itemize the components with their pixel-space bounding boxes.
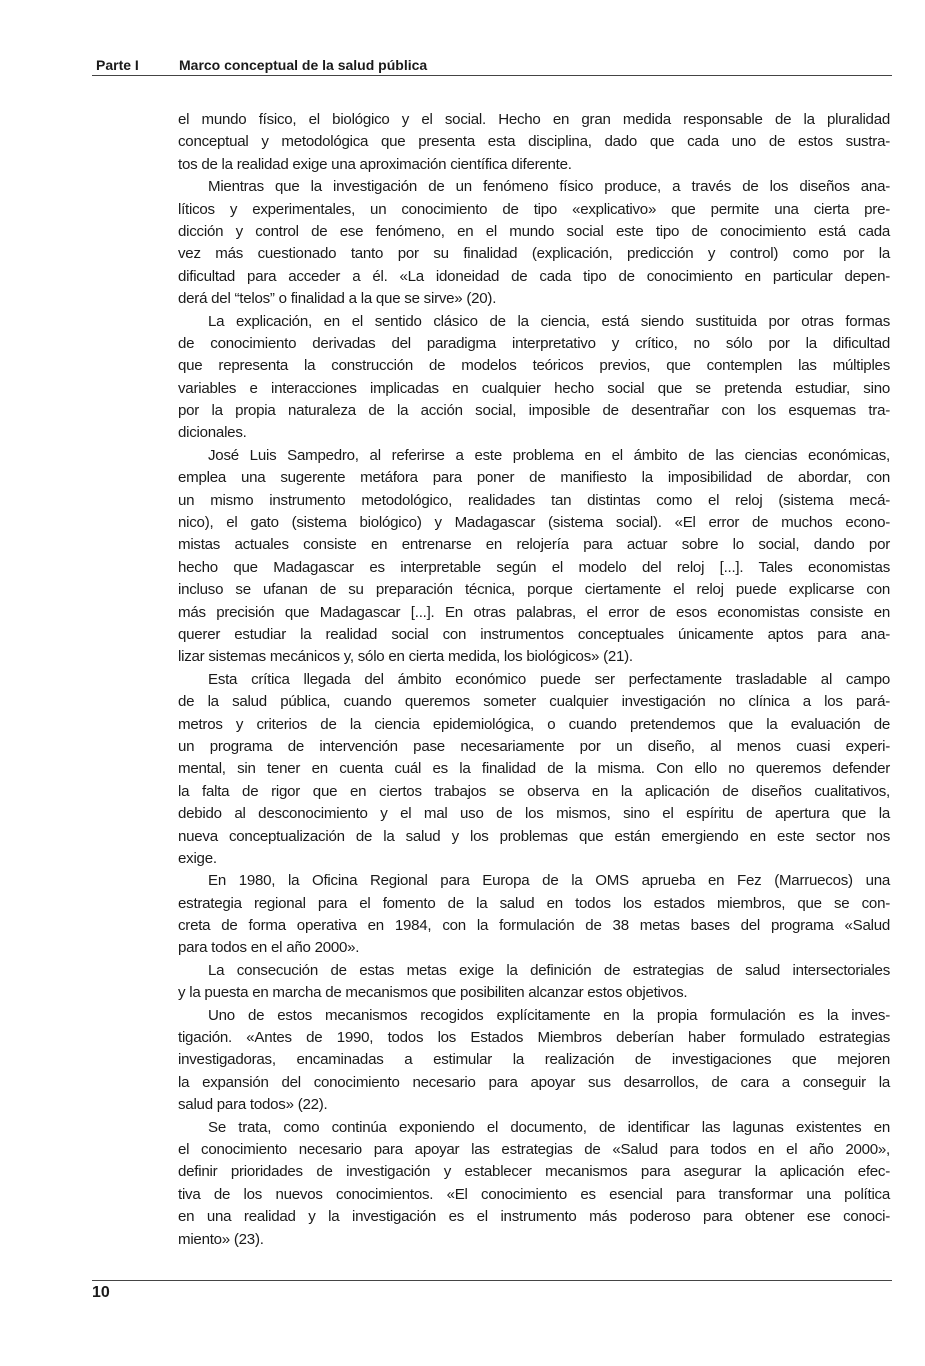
paragraph bbox=[178, 109, 890, 176]
text-line: líticos y experimentales, un conocimiento de tipo «explicativo» que permite una cierta pre- bbox=[178, 200, 890, 218]
chapter-title: Marco conceptual de la salud pública bbox=[179, 57, 428, 73]
running-header bbox=[96, 53, 891, 77]
text-line: salud para todos» (22). bbox=[178, 1096, 328, 1114]
text-line: mistas actuales consiste en entrenarse en relojería para actuar sobre lo social, dando por bbox=[178, 536, 890, 554]
text-line: derá del “telos” o finalidad a la que se sirve» (20). bbox=[178, 290, 497, 308]
text-line: en una realidad y la investigación es el instrumento más poderoso para obtener ese conoci- bbox=[178, 1208, 890, 1226]
text-line: metros y criterios de la ciencia epidemiológica, o cuando pretendemos que la evaluación de bbox=[178, 715, 890, 733]
text-line: el conocimiento necesario para apoyar las estrategias de «Salud para todos en el año 2000», bbox=[178, 1140, 890, 1158]
text-line: que representa la construcción de modelos teóricos previos, que contemplen las múltiples bbox=[178, 357, 890, 375]
text-line: dificultad para acceder a él. «La idoneidad de cada tipo de conocimiento en particular depen- bbox=[178, 267, 890, 285]
text-line: la expansión del conocimiento necesario para apoyar sus desarrollos, de cara a conseguir la bbox=[178, 1073, 890, 1091]
text-line: por la propia naturaleza de la acción social, imposible de desentrañar con los esquemas tra- bbox=[178, 402, 890, 420]
text-line: José Luis Sampedro, al referirse a este problema en el ámbito de las ciencias económicas, bbox=[208, 446, 890, 464]
text-line: Mientras que la investigación de un fenómeno físico produce, a través de los diseños ana- bbox=[208, 178, 890, 196]
text-line: creta de forma operativa en 1984, con la formulación de 38 metas bases del programa «Salud bbox=[178, 917, 890, 935]
text-line: mental, sin tener en cuenta cuál es la finalidad de la misma. Con ello no queremos defender bbox=[178, 760, 890, 778]
footer-rule bbox=[92, 1280, 892, 1281]
paragraph bbox=[178, 1005, 890, 1117]
text-line: de conocimiento derivadas del paradigma interpretativo y crítico, no sólo por la dificultad bbox=[178, 334, 890, 352]
text-line: nico), el gato (sistema biológico) y Madagascar (sistema social). «El error de muchos econo- bbox=[178, 514, 890, 532]
text-line: tiva de los nuevos conocimientos. «El conocimiento es esencial para transformar una política bbox=[178, 1185, 890, 1203]
part-label: Parte I bbox=[96, 57, 139, 73]
text-line: conceptual y metodológica que presenta esta disciplina, dado que cada uno de estos sustra- bbox=[178, 133, 890, 151]
paragraph bbox=[178, 311, 890, 445]
text-line: para todos en el año 2000». bbox=[178, 939, 360, 957]
text-line: La explicación, en el sentido clásico de la ciencia, está siendo sustituida por otras formas bbox=[208, 312, 890, 330]
body-text bbox=[178, 109, 890, 1251]
text-line: Se trata, como continúa exponiendo el documento, de identificar las lagunas existentes en bbox=[208, 1118, 890, 1136]
paragraph bbox=[178, 176, 890, 310]
text-line: investigadoras, encaminadas a estimular la realización de investigaciones que mejoren bbox=[178, 1051, 890, 1069]
paragraph bbox=[178, 445, 890, 669]
text-line: La consecución de estas metas exige la definición de estrategias de salud intersectoriales bbox=[208, 961, 890, 979]
text-line: Uno de estos mecanismos recogidos explícitamente en la propia formulación es la inves- bbox=[208, 1006, 890, 1024]
text-line: incluso se ufanan de su preparación técnica, porque ciertamente el reloj puede explicarse con bbox=[178, 581, 890, 599]
text-line: exige. bbox=[178, 849, 217, 867]
text-line: estrategia regional para el fomento de la salud en todos los estados miembros, que se con- bbox=[178, 894, 890, 912]
text-line: el mundo físico, el biológico y el social. Hecho en gran medida responsable de la pluralidad bbox=[178, 111, 890, 128]
text-line: lizar sistemas mecánicos y, sólo en cierta medida, los biológicos» (21). bbox=[178, 648, 633, 666]
paragraph bbox=[178, 669, 890, 871]
text-line: dicción y control de ese fenómeno, en el mundo social este tipo de conocimiento está cada bbox=[178, 222, 890, 240]
text-line: debido al desconocimiento y el mal uso de los mismos, sino el espíritu de apertura que la bbox=[178, 805, 890, 823]
text-line: emplea una sugerente metáfora para poner de manifiesto la imposibilidad de abordar, con bbox=[178, 469, 890, 487]
text-line: En 1980, la Oficina Regional para Europa de la OMS aprueba en Fez (Marruecos) una bbox=[208, 872, 890, 890]
text-line: variables e interacciones implicadas en cualquier hecho social que se pretenda estudiar, sino bbox=[178, 379, 890, 397]
text-line: más precisión que Madagascar [...]. En otras palabras, el error de esos economistas consiste en bbox=[178, 603, 890, 621]
header-rule bbox=[92, 75, 892, 76]
text-line: un mismo instrumento metodológico, realidades tan distintas como el reloj (sistema mecá- bbox=[178, 491, 890, 509]
text-line: un programa de intervención pase necesariamente por un diseño, al menos cuasi experi- bbox=[178, 737, 890, 755]
paragraph bbox=[178, 960, 890, 1005]
text-line: Esta crítica llegada del ámbito económico puede ser perfectamente trasladable al campo bbox=[208, 670, 890, 688]
page-number: 10 bbox=[92, 1284, 110, 1301]
text-line: dicionales. bbox=[178, 424, 247, 442]
text-line: vez más cuestionado tanto por su finalidad (explicación, predicción y control) como por la bbox=[178, 245, 890, 263]
text-line: tigación. «Antes de 1990, todos los Estados Miembros deberían haber formulado estrategias bbox=[178, 1029, 890, 1047]
text-line: la falta de rigor que en ciertos trabajos se observa en la aplicación de diseños cualitativos, bbox=[178, 782, 890, 800]
text-line: definir prioridades de investigación y establecer mecanismos para asegurar la aplicación efec- bbox=[178, 1163, 890, 1181]
text-line: hecho que Madagascar es interpretable según el modelo del reloj [...]. Tales economistas bbox=[178, 558, 890, 576]
paragraph bbox=[178, 870, 890, 960]
text-line: y la puesta en marcha de mecanismos que posibiliten alcanzar estos objetivos. bbox=[178, 984, 688, 1002]
text-line: de la salud pública, cuando queremos someter cualquier investigación no clínica a los pará- bbox=[178, 693, 890, 711]
paragraph bbox=[178, 1117, 890, 1251]
text-line: nueva conceptualización de la salud y los problemas que están emergiendo en este sector nos bbox=[178, 827, 890, 845]
text-line: tos de la realidad exige una aproximación científica diferente. bbox=[178, 155, 572, 173]
text-line: miento» (23). bbox=[178, 1230, 264, 1248]
text-line: querer estudiar la realidad social con instrumentos conceptuales únicamente aptos para ana- bbox=[178, 625, 890, 643]
